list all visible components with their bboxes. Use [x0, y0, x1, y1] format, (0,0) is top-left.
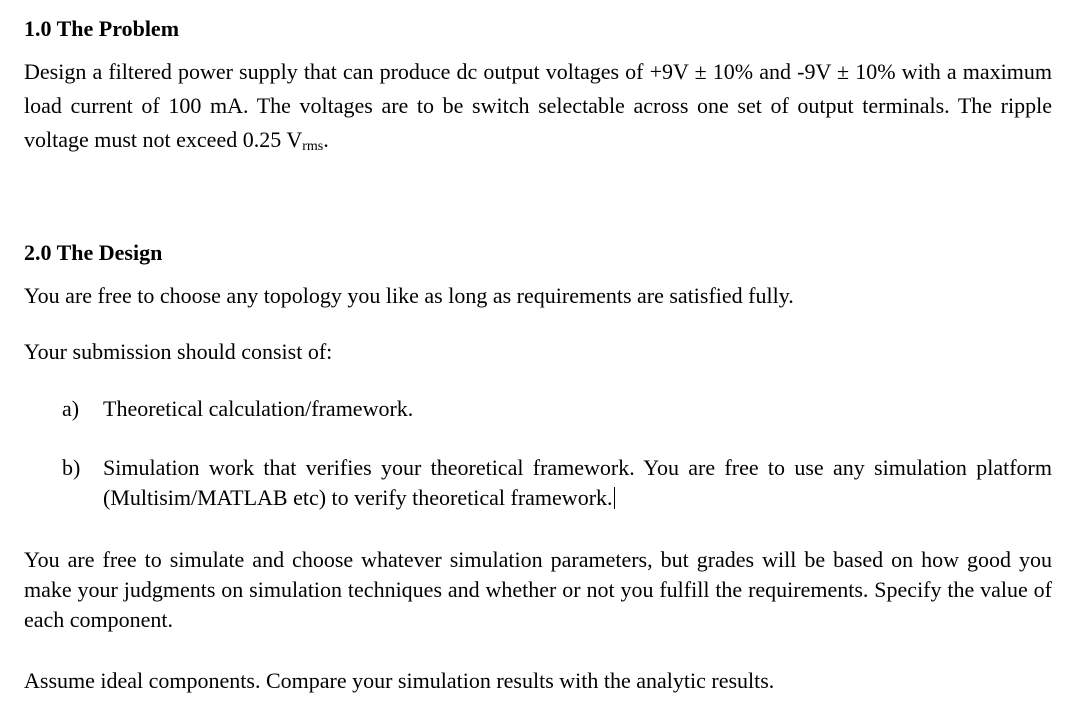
text-cursor: [614, 487, 615, 509]
list-item-text: [103, 453, 1052, 513]
section-2-heading: 2.0 The Design: [24, 240, 163, 265]
submission-intro-paragraph: Your submission should consist of:: [24, 339, 333, 364]
list-item-label: b): [62, 455, 81, 480]
problem-period: .: [323, 127, 329, 152]
list-item-a: [62, 394, 1052, 424]
closing-paragraph: Assume ideal components. Compare your simulation results with the analytic results.: [24, 668, 775, 693]
grading-paragraph: You are free to simulate and choose whatever simulation parameters, but grades will be based on how good you make your judgments on simulation techniques and whether or not you fulfill the requirements. Specify the value of each component.: [24, 547, 1052, 632]
rms-subscript: rms: [302, 139, 324, 154]
design-intro-paragraph: You are free to choose any topology you like as long as requirements are satisfied fully.: [24, 283, 794, 308]
list-item-b: [62, 453, 1052, 513]
problem-text: Design a filtered power supply that can produce dc output voltages of +9V ± 10% and -9V ± 10% with a maximum load current of 100 mA. The voltages are to be switch selectable across one set of output terminals. The ripple voltage must not exceed 0.25 V: [24, 59, 1052, 152]
problem-paragraph: [24, 55, 1052, 157]
list-item-text-content: Simulation work that verifies your theoretical framework. You are free to use any simulation platform (Multisim/MATLAB etc) to verify theoretical framework.: [103, 455, 1052, 510]
section-1-heading: 1.0 The Problem: [24, 16, 180, 41]
list-item-text: Theoretical calculation/framework.: [103, 396, 414, 421]
list-item-label: a): [62, 396, 80, 421]
